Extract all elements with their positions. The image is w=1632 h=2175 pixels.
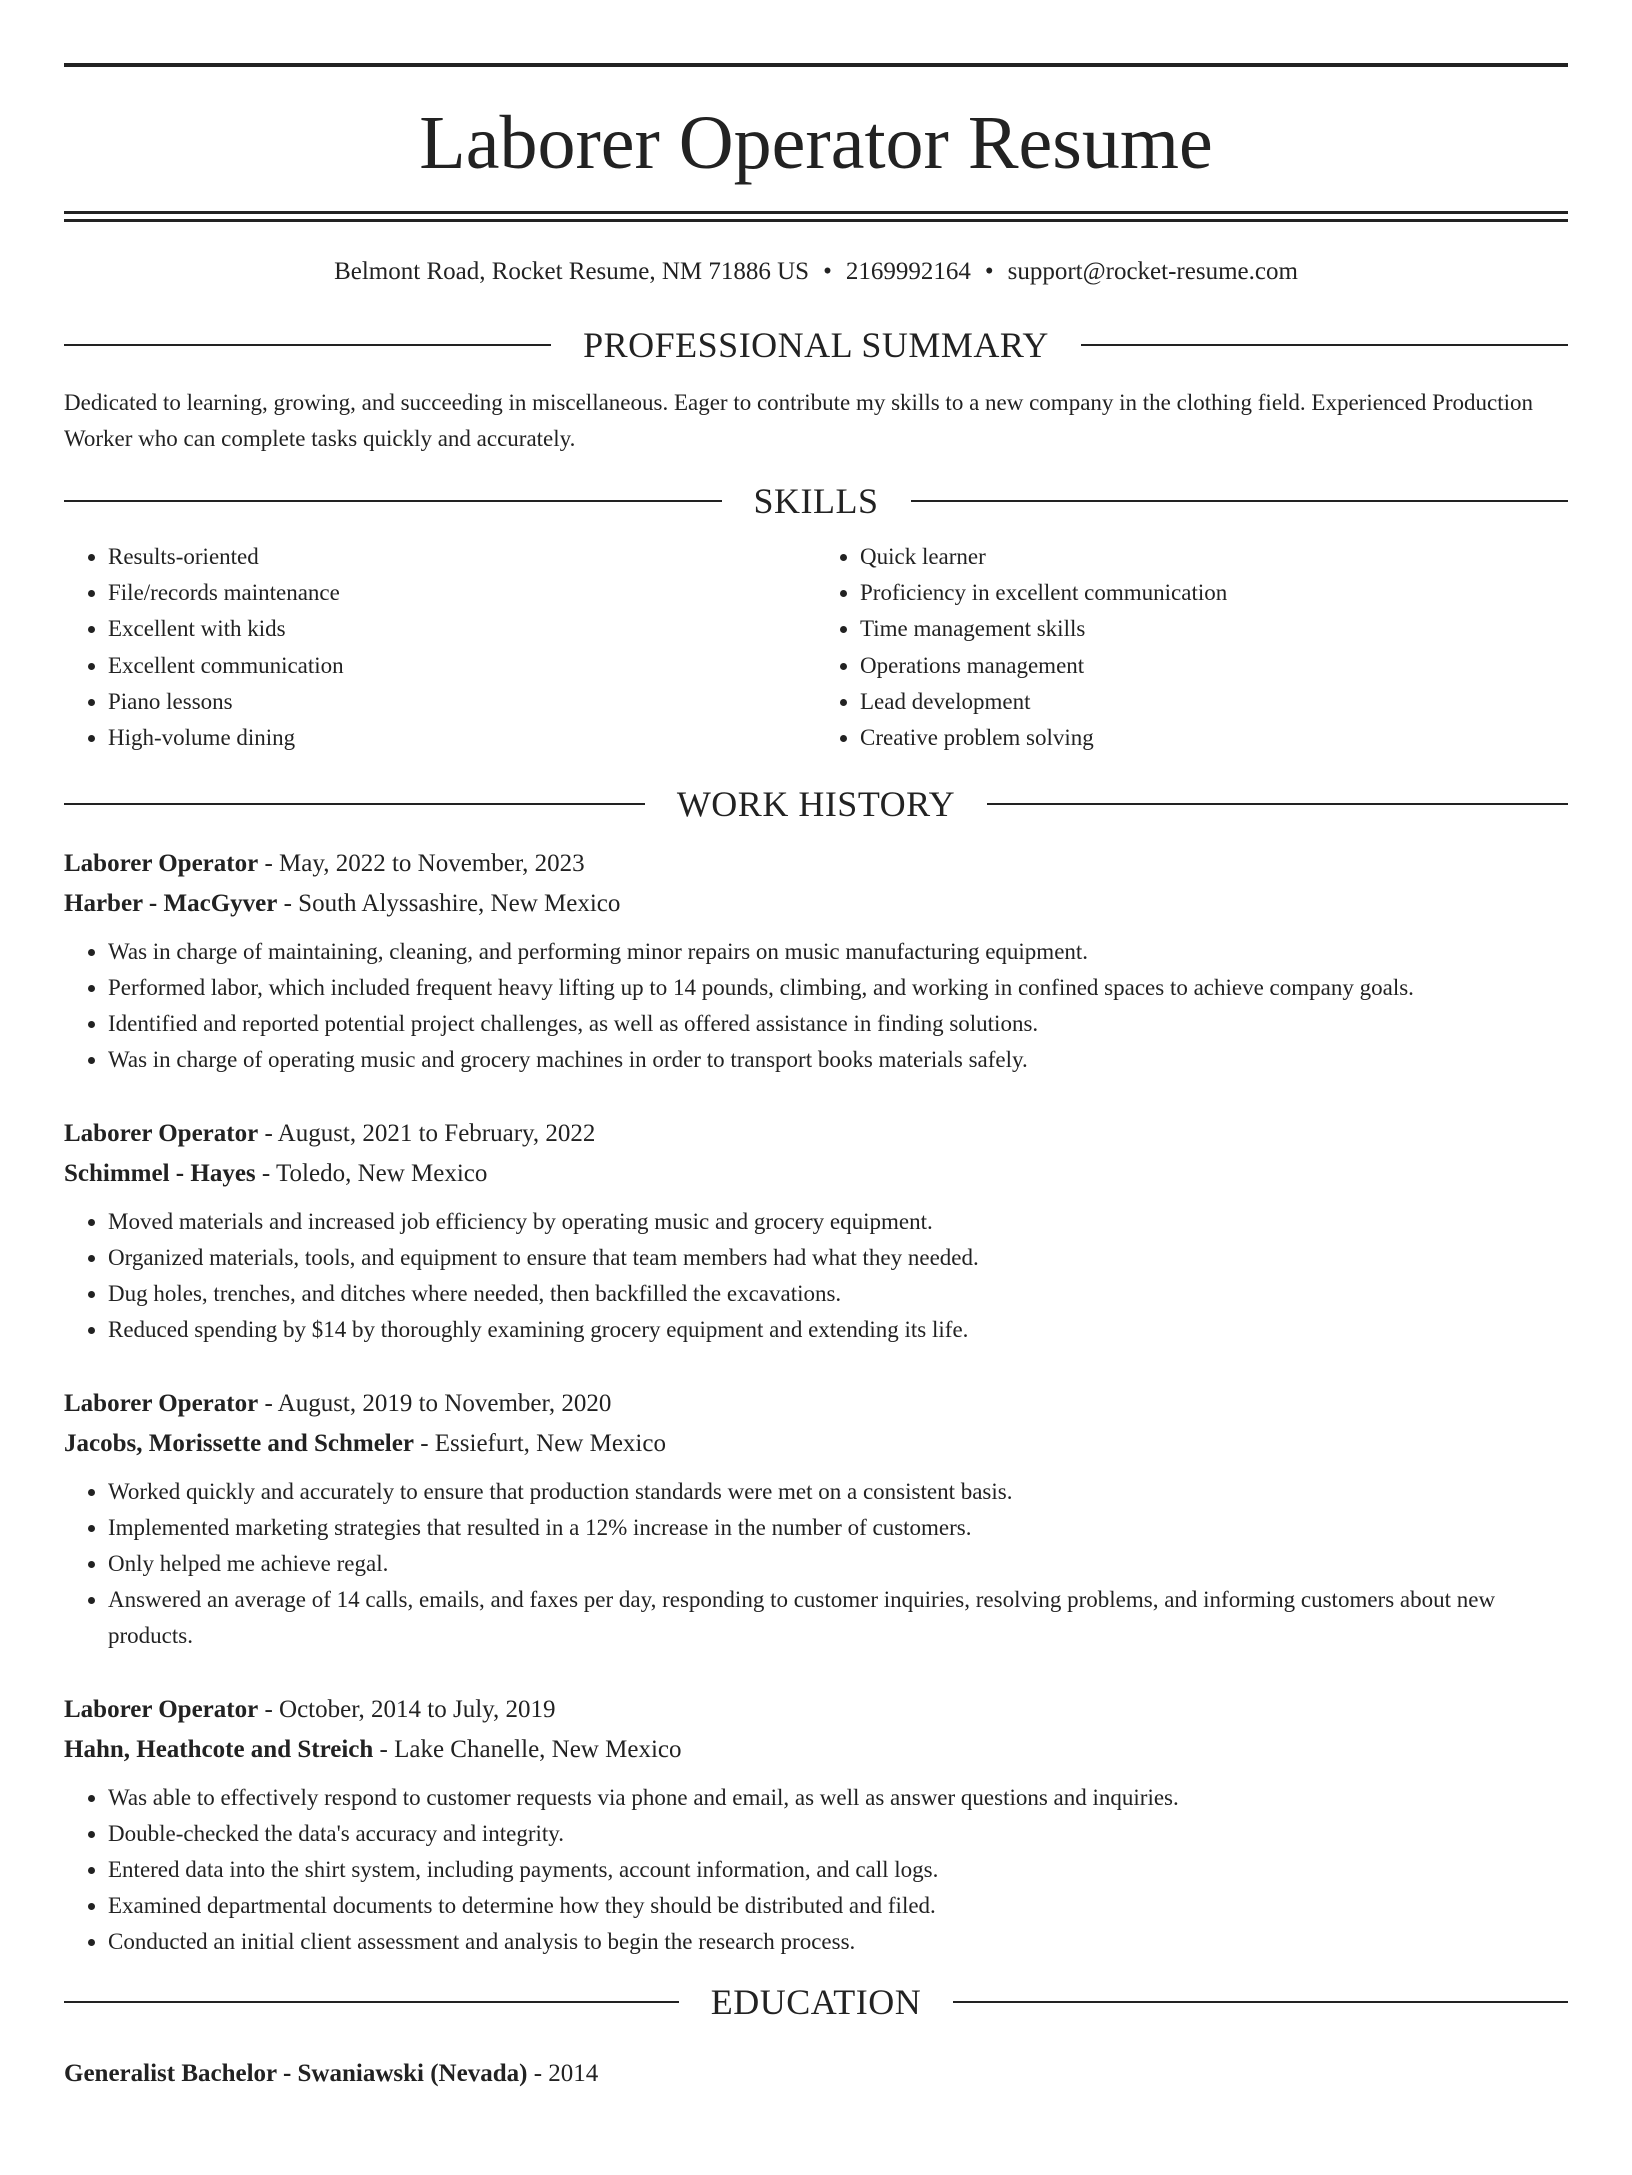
education-degree: Generalist Bachelor — [64, 2060, 277, 2088]
job-company-line — [64, 1730, 1568, 1770]
job-title-line — [64, 1114, 1568, 1154]
job-title-line — [64, 1384, 1568, 1424]
skill-item: • File/records maintenance — [108, 575, 816, 611]
section-title: SKILLS — [753, 481, 879, 521]
job-title-line — [64, 844, 1568, 884]
section-title: WORK HISTORY — [676, 784, 956, 825]
job-duties — [64, 934, 1568, 1078]
job-title-line — [64, 1690, 1568, 1730]
job-duty-item: • Worked quickly and accurately to ensure that production standards were met on a consistent basis. — [108, 1474, 1568, 1510]
job-duty-item: • Was in charge of maintaining, cleaning, and performing minor repairs on music manufacturing equipment. — [108, 934, 1568, 970]
job-entry — [64, 1384, 1568, 1654]
job-company-line — [64, 884, 1568, 924]
job-duty-item: • Was in charge of operating music and grocery machines in order to transport books materials safely. — [108, 1042, 1568, 1078]
skill-item: • Piano lessons — [108, 684, 816, 720]
job-location: - Toledo, New Mexico — [255, 1160, 488, 1188]
skills-column-left — [64, 539, 816, 756]
page-title: Laborer Operator Resume — [419, 101, 1213, 185]
job-title: Laborer Operator — [64, 1120, 259, 1148]
skills-list — [64, 539, 1568, 756]
skill-item: • Lead development — [860, 684, 1568, 720]
section-title: EDUCATION — [710, 1982, 922, 2023]
skill-item: • Results-oriented — [108, 539, 816, 575]
heading-rule — [953, 2001, 1568, 2003]
skill-item: • Operations management — [860, 648, 1568, 684]
skills-column-right — [816, 539, 1568, 756]
section-heading-summary — [64, 327, 1568, 363]
section-heading-work — [64, 784, 1568, 825]
heading-rule — [64, 803, 645, 805]
work-history-list — [64, 844, 1568, 1960]
job-company: Hahn, Heathcote and Streich — [64, 1736, 374, 1764]
job-duties — [64, 1780, 1568, 1960]
job-duty-item: • Reduced spending by $14 by thoroughly examining grocery equipment and extending its life. — [108, 1312, 1568, 1348]
contact-line — [64, 257, 1568, 287]
job-duty-item: • Performed labor, which included frequent heavy lifting up to 14 pounds, climbing, and working in confined spaces to achieve company goals. — [108, 970, 1568, 1006]
education-entry: Generalist Bachelor - Swaniawski (Nevada) - 2014 — [64, 2060, 599, 2088]
job-duty-item: • Identified and reported potential project challenges, as well as offered assistance in finding solutions. — [108, 1006, 1568, 1042]
heading-rule — [911, 500, 1569, 502]
section-title: PROFESSIONAL SUMMARY — [583, 325, 1049, 365]
skill-item: • Time management skills — [860, 611, 1568, 647]
heading-rule — [987, 803, 1568, 805]
job-location: - South Alyssashire, New Mexico — [277, 890, 621, 918]
job-duty-item: • Implemented marketing strategies that resulted in a 12% increase in the number of customers. — [108, 1510, 1568, 1546]
resume-page — [0, 63, 1632, 2175]
job-duties — [64, 1474, 1568, 1654]
job-duty-item: • Moved materials and increased job efficiency by operating music and grocery equipment. — [108, 1204, 1568, 1240]
contact-email: support@rocket-resume.com — [1007, 258, 1298, 285]
job-duty-item: • Organized materials, tools, and equipment to ensure that team members had what they needed. — [108, 1240, 1568, 1276]
skill-item: • Quick learner — [860, 539, 1568, 575]
contact-phone: 2169992164 — [845, 258, 971, 285]
heading-rule — [64, 500, 722, 502]
section-heading-skills — [64, 483, 1568, 519]
contact-separator: • — [984, 258, 994, 285]
job-duties — [64, 1204, 1568, 1348]
skill-item: • Excellent communication — [108, 648, 816, 684]
job-duty-item: • Dug holes, trenches, and ditches where needed, then backfilled the excavations. — [108, 1276, 1568, 1312]
job-company: Jacobs, Morissette and Schmeler — [64, 1430, 414, 1458]
job-company: Schimmel - Hayes — [64, 1160, 256, 1188]
heading-rule — [64, 2001, 679, 2003]
education-school: Swaniawski (Nevada) — [297, 2060, 528, 2088]
job-dates: - October, 2014 to July, 2019 — [258, 1696, 556, 1724]
job-duty-item: • Only helped me achieve regal. — [108, 1546, 1568, 1582]
summary-text: Dedicated to learning, growing, and succeeding in miscellaneous. Eager to contribute my skills to a new company in the clothing field. Experienced Production Worker who can complete tasks quickly and accurately. — [64, 390, 1534, 451]
job-company: Harber - MacGyver — [64, 890, 278, 918]
job-entry — [64, 1690, 1568, 1960]
job-duty-item: • Double-checked the data's accuracy and integrity. — [108, 1816, 1568, 1852]
job-duty-item: • Was able to effectively respond to customer requests via phone and email, as well as answer questions and inquiries. — [108, 1780, 1568, 1816]
education-year: 2014 — [548, 2060, 599, 2088]
skill-item: • Creative problem solving — [860, 720, 1568, 756]
job-dates: - May, 2022 to November, 2023 — [258, 850, 585, 878]
job-company-line — [64, 1424, 1568, 1464]
job-duty-item: • Entered data into the shirt system, including payments, account information, and call logs. — [108, 1852, 1568, 1888]
skill-item: • Excellent with kids — [108, 611, 816, 647]
contact-address: Belmont Road, Rocket Resume, NM 71886 US — [334, 258, 810, 285]
job-dates: - August, 2019 to November, 2020 — [258, 1390, 612, 1418]
job-company-line — [64, 1154, 1568, 1194]
job-duty-item: • Examined departmental documents to determine how they should be distributed and filed. — [108, 1888, 1568, 1924]
job-title: Laborer Operator — [64, 1696, 259, 1724]
job-dates: - August, 2021 to February, 2022 — [258, 1120, 596, 1148]
heading-rule — [64, 344, 551, 346]
job-duty-item: • Answered an average of 14 calls, emails, and faxes per day, responding to customer inquiries, resolving problems, and informing customers about new products. — [108, 1582, 1568, 1654]
job-location: - Lake Chanelle, New Mexico — [373, 1736, 682, 1764]
job-duty-item: • Conducted an initial client assessment and analysis to begin the research process. — [108, 1924, 1568, 1960]
job-title: Laborer Operator — [64, 1390, 259, 1418]
job-entry — [64, 1114, 1568, 1348]
job-entry — [64, 844, 1568, 1078]
top-rule — [64, 63, 1568, 67]
contact-separator: • — [823, 258, 832, 285]
section-heading-education — [64, 1982, 1568, 2023]
job-location: - Essiefurt, New Mexico — [413, 1430, 666, 1458]
skill-item: • High-volume dining — [108, 720, 816, 756]
heading-rule — [1081, 344, 1568, 346]
skill-item: • Proficiency in excellent communication — [860, 575, 1568, 611]
title-double-rule — [64, 211, 1568, 222]
job-title: Laborer Operator — [64, 850, 259, 878]
